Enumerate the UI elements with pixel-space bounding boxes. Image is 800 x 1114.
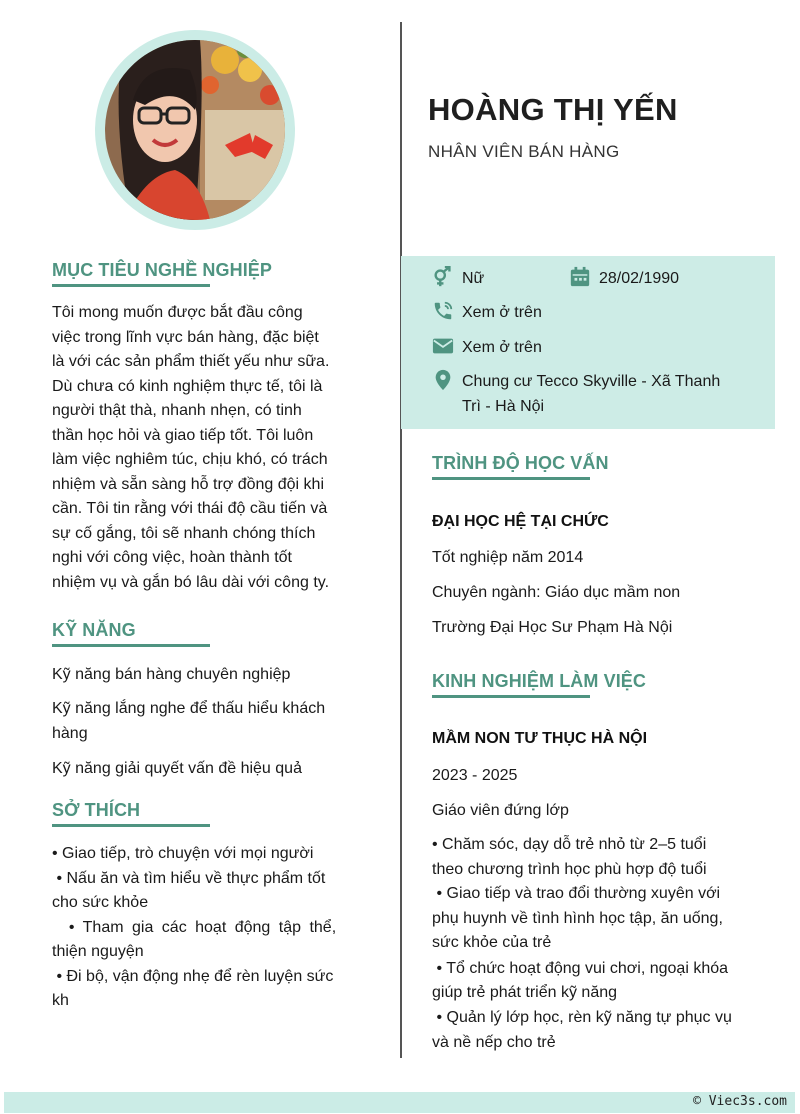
avatar-frame [95,30,295,230]
hobby-line: • Đi bộ, vận động nhẹ để rèn luyện sức [52,967,334,985]
footer-bar [4,1092,795,1113]
objective-line: Tôi mong muốn được bắt đầu công [52,304,303,321]
hobby-line: • Giao tiếp, trò chuyện với mọi người [52,845,314,862]
experience-period: 2023 - 2025 [432,767,518,784]
objective-underline [52,284,210,287]
duty-line: và nề nếp cho trẻ [432,1033,556,1051]
dob-value: 28/02/1990 [599,270,680,287]
objective-line: làm việc nghiêm túc, chịu khó, có trách [52,451,328,468]
phone-value: Xem ở trên [462,304,542,321]
hobbies-underline [52,824,210,827]
hobby-line: • Tham gia các hoạt động tập thể, [52,918,337,936]
skill-item: Kỹ năng giải quyết vấn đề hiệu quả [52,760,302,777]
objective-line: thần học hỏi và giao tiếp tốt. Tôi luôn [52,426,314,444]
experience-role: Giáo viên đứng lớp [432,802,569,819]
skills-underline [52,644,210,647]
duty-line: theo chương trình học phù hợp độ tuổi [432,860,707,878]
objective-line: là với các sản phẩm thiết yếu như sữa. [52,353,330,370]
duty-line: • Giao tiếp và trao đổi thường xuyên với [432,885,721,902]
experience-heading: KINH NGHIỆM LÀM VIỆC [432,671,647,691]
education-major: Chuyên ngành: Giáo dục mầm non [432,584,681,601]
email-value: Xem ở trên [462,339,542,356]
person-name: HOÀNG THỊ YẾN [428,92,678,127]
objective-line: việc trong lĩnh vực bán hàng, đặc biệt [52,328,319,346]
duty-line: giúp trẻ phát triển kỹ năng [432,984,618,1001]
duty-line: • Quản lý lớp học, rèn kỹ năng tự phục vụ [432,1009,732,1026]
skill-item: Kỹ năng bán hàng chuyên nghiệp [52,666,291,683]
job-title: NHÂN VIÊN BÁN HÀNG [428,142,620,161]
objective-line: sự cố gắng, tôi sẽ nhanh chóng thích [52,524,316,542]
objective-line: người thật thà, nhanh nhẹn, có tinh [52,402,302,419]
education-heading: TRÌNH ĐỘ HỌC VẤN [432,453,609,473]
hobby-line: thiện nguyện [52,943,144,960]
objective-line: nhiệm và sẵn sàng hỗ trợ đồng đội khi [52,475,324,493]
education-school: ĐẠI HỌC HỆ TẠI CHỨC [432,513,609,530]
skills-heading: KỸ NĂNG [52,620,136,640]
address-line: Chung cư Tecco Skyville - Xã Thanh [462,373,721,390]
portrait-photo-icon [105,40,285,220]
hobby-line: kh [52,992,69,1009]
education-graduated: Tốt nghiệp năm 2014 [432,549,584,566]
objective-line: nhiệm vụ và gắn bó lâu dài với công ty. [52,573,330,591]
gender-value: Nữ [462,270,485,287]
hobby-line: • Nấu ăn và tìm hiểu về thực phẩm tốt [52,869,326,887]
duty-line: • Chăm sóc, dạy dỗ trẻ nhỏ từ 2–5 tuổi [432,836,707,853]
objective-line: Dù chưa có kinh nghiệm thực tế, tôi là [52,377,323,395]
address-line: Trì - Hà Nội [462,398,545,415]
duty-line: phụ huynh về tình hình học tập, ăn uống, [432,909,723,927]
experience-underline [432,695,590,698]
duty-line: • Tổ chức hoạt động vui chơi, ngoại khóa [432,959,729,977]
email-icon [432,335,454,357]
footer-credit[interactable]: © Viec3s.com [693,1094,787,1109]
objective-heading: MỤC TIÊU NGHỀ NGHIỆP [52,260,273,280]
experience-company: MẦM NON TƯ THỤC HÀ NỘI [432,730,648,747]
duty-line: sức khỏe của trẻ [432,934,552,951]
hobbies-heading: SỞ THÍCH [52,800,141,820]
phone-icon [432,300,454,322]
gender-icon [432,266,454,288]
location-icon [432,369,454,391]
education-university: Trường Đại Học Sư Phạm Hà Nội [432,619,673,636]
objective-line: nghi với công việc, hoàn thành tốt [52,549,292,566]
calendar-icon [569,266,591,288]
skill-item: Kỹ năng lắng nghe để thấu hiểu khách [52,700,326,717]
education-underline [432,477,590,480]
skill-item-continued: hàng [52,724,88,742]
avatar [105,40,285,220]
objective-line: cần. Tôi tin rằng với thái độ cầu tiến và [52,500,328,517]
column-divider [400,22,402,1058]
hobby-line: cho sức khỏe [52,894,149,911]
